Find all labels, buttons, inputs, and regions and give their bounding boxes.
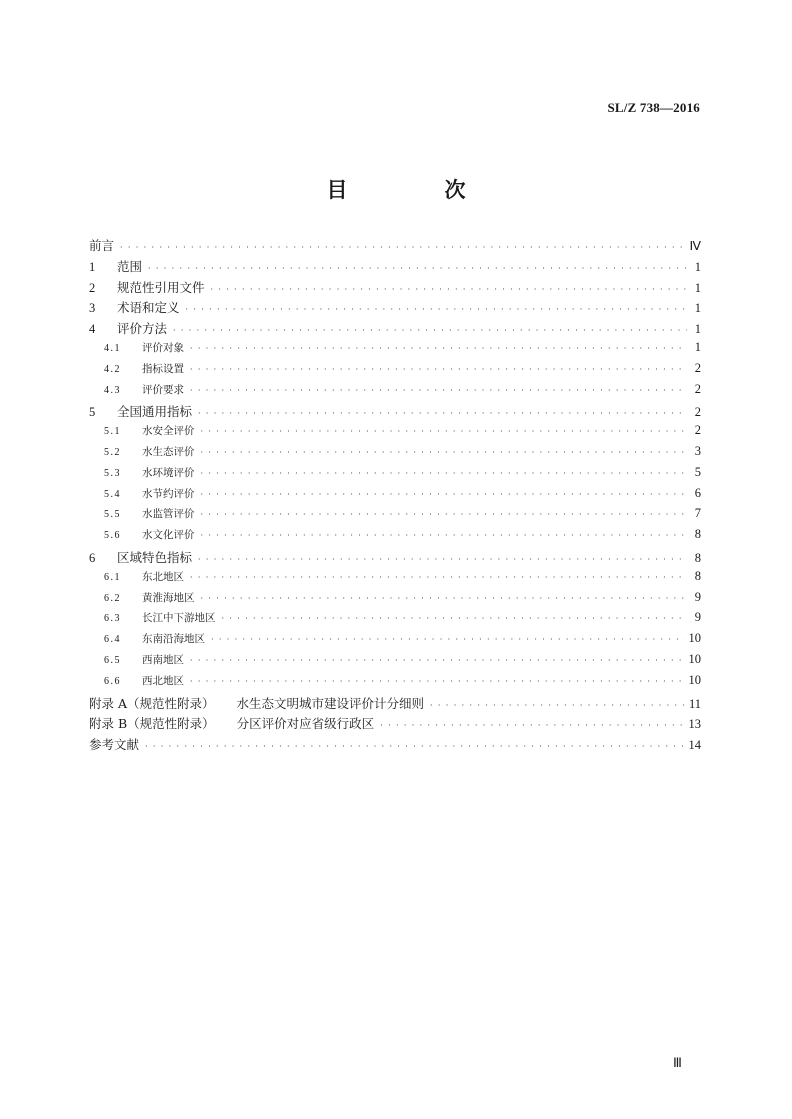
toc-page-number: 1 <box>694 301 701 316</box>
toc-entry[interactable] <box>89 694 701 715</box>
toc-entry[interactable] <box>89 527 701 548</box>
toc-leader-dots <box>430 701 685 710</box>
toc-section-number: 4.1 <box>104 342 121 354</box>
toc-section-number: 5.4 <box>104 488 121 500</box>
toc-leader-dots <box>201 448 688 457</box>
toc-leader-dots <box>190 344 687 353</box>
toc-page-number: 10 <box>688 672 701 687</box>
toc-page-number: 2 <box>694 360 701 375</box>
toc-entry[interactable] <box>89 631 701 652</box>
toc-section-number: 5.1 <box>104 426 121 438</box>
toc-appendix-prefix: 附录 A（规范性附录） <box>89 695 215 711</box>
toc-entry-title: 术语和定义 <box>117 300 180 316</box>
toc-entry-title: 水节约评价 <box>142 487 195 500</box>
toc-page-number: 7 <box>694 506 701 521</box>
toc-entry[interactable] <box>89 673 701 694</box>
toc-leader-dots <box>201 594 688 603</box>
toc-page-number: 2 <box>694 405 701 420</box>
toc-entry[interactable] <box>89 548 701 569</box>
toc-leader-dots <box>222 614 688 623</box>
toc-leader-dots <box>120 243 685 252</box>
toc-entry-title: 评价要求 <box>142 383 184 396</box>
toc-entry-title: 水环境评价 <box>142 466 195 479</box>
toc-section-number: 6.4 <box>104 634 121 646</box>
toc-entry-title: 分区评价对应省级行政区 <box>236 716 375 732</box>
toc-section-number: 5 <box>89 405 96 420</box>
toc-page-number: 10 <box>688 651 701 666</box>
page-number: Ⅲ <box>673 1055 682 1070</box>
toc-entry[interactable] <box>89 444 701 465</box>
toc-section-number: 5.2 <box>104 446 121 458</box>
toc-entry-title: 水监管评价 <box>142 508 195 521</box>
toc-section-number: 5.5 <box>104 509 121 521</box>
toc-page-number: 5 <box>694 464 701 479</box>
toc-entry-title: 东北地区 <box>142 570 184 583</box>
toc-leader-dots <box>145 742 684 751</box>
toc-entry[interactable] <box>89 278 701 299</box>
toc-entry-title: 水生态评价 <box>142 445 195 458</box>
toc-appendix-prefix: 附录 B（规范性附录） <box>89 716 215 732</box>
toc-entry[interactable] <box>89 714 701 735</box>
toc-leader-dots <box>190 656 685 665</box>
toc-entry-title: 西北地区 <box>142 674 184 687</box>
toc-entry-title: 水生态文明城市建设评价计分细则 <box>236 695 425 711</box>
toc-leader-dots <box>380 721 684 730</box>
toc-entry[interactable] <box>89 257 701 278</box>
toc-page-number: 1 <box>694 322 701 337</box>
toc-page-number: 2 <box>694 381 701 396</box>
toc-leader-dots <box>201 531 688 540</box>
toc-entry-title: 规范性引用文件 <box>117 279 205 295</box>
toc-leader-dots <box>211 635 685 644</box>
toc-page-number: 9 <box>694 610 701 625</box>
toc-entry[interactable] <box>89 423 701 444</box>
toc-entry-title: 指标设置 <box>142 362 184 375</box>
toc-leader-dots <box>190 386 687 395</box>
toc-leader-dots <box>190 573 687 582</box>
toc-entry[interactable] <box>89 382 701 403</box>
toc-entry[interactable] <box>89 735 701 756</box>
toc-entry-title: 东南沿海地区 <box>142 633 205 646</box>
toc-page-number: 14 <box>688 738 701 753</box>
toc-entry-title: 水安全评价 <box>142 425 195 438</box>
toc-section-number: 6.2 <box>104 592 121 604</box>
toc-section-number: 1 <box>89 259 96 274</box>
toc-page-number: 1 <box>694 339 701 354</box>
toc-page-number: Ⅳ <box>689 239 701 253</box>
standard-code: SL/Z 738—2016 <box>607 100 700 115</box>
toc-entry[interactable] <box>89 610 701 631</box>
toc-page-number: 8 <box>694 568 701 583</box>
toc-leader-dots <box>201 510 688 519</box>
toc-page-number: 8 <box>694 527 701 542</box>
toc-entry[interactable] <box>89 652 701 673</box>
toc-leader-dots <box>201 427 688 436</box>
toc-entry[interactable] <box>89 361 701 382</box>
toc-entry-title: 西南地区 <box>142 653 184 666</box>
toc-page-number: 9 <box>694 589 701 604</box>
toc-page-number: 13 <box>688 717 701 732</box>
toc-entry[interactable] <box>89 486 701 507</box>
toc-page-number: 11 <box>688 696 701 711</box>
toc-entry[interactable] <box>89 506 701 527</box>
toc-entry[interactable] <box>89 569 701 590</box>
toc-leader-dots <box>190 677 685 686</box>
toc-entry-title: 水文化评价 <box>142 529 195 542</box>
toc-entry-title: 全国通用指标 <box>117 404 193 420</box>
toc-section-number: 5.6 <box>104 530 121 542</box>
toc-leader-dots <box>173 326 687 335</box>
toc-entry-title: 参考文献 <box>89 737 140 753</box>
toc-page-number: 6 <box>694 485 701 500</box>
table-of-contents <box>89 236 701 756</box>
toc-page-number: 2 <box>694 423 701 438</box>
toc-leader-dots <box>148 264 687 273</box>
toc-section-number: 3 <box>89 301 96 316</box>
toc-page-number: 1 <box>694 259 701 274</box>
toc-section-number: 4 <box>89 322 96 337</box>
toc-leader-dots <box>198 409 687 418</box>
toc-leader-dots <box>198 555 687 564</box>
toc-entry[interactable] <box>89 298 701 319</box>
toc-page-number: 10 <box>688 631 701 646</box>
toc-page-number: 1 <box>694 280 701 295</box>
toc-entry-title: 前言 <box>89 238 115 253</box>
toc-entry-title: 黄淮海地区 <box>142 591 195 604</box>
toc-entry[interactable] <box>89 319 701 340</box>
toc-section-number: 6 <box>89 550 96 565</box>
toc-leader-dots <box>190 365 687 374</box>
toc-page-number: 8 <box>694 550 701 565</box>
toc-entry[interactable] <box>89 590 701 611</box>
toc-entry[interactable] <box>89 465 701 486</box>
toc-section-number: 2 <box>89 280 96 295</box>
toc-entry[interactable] <box>89 402 701 423</box>
toc-section-number: 6.1 <box>104 571 121 583</box>
toc-section-number: 6.6 <box>104 675 121 687</box>
toc-section-number: 5.3 <box>104 467 121 479</box>
toc-page-number: 3 <box>694 443 701 458</box>
toc-leader-dots <box>211 285 687 294</box>
toc-section-number: 6.3 <box>104 613 121 625</box>
toc-entry[interactable] <box>89 340 701 361</box>
toc-entry-title: 区域特色指标 <box>117 549 193 565</box>
toc-entry-title: 长江中下游地区 <box>142 612 216 625</box>
toc-leader-dots <box>201 469 688 478</box>
toc-leader-dots <box>186 305 687 314</box>
page-title: 目 次 <box>326 178 504 202</box>
toc-section-number: 4.2 <box>104 363 121 375</box>
toc-section-number: 6.5 <box>104 654 121 666</box>
toc-entry-title: 评价方法 <box>117 321 168 337</box>
toc-entry-title: 范围 <box>117 258 143 274</box>
toc-entry[interactable] <box>89 236 701 257</box>
toc-leader-dots <box>201 490 688 499</box>
toc-section-number: 4.3 <box>104 384 121 396</box>
toc-entry-title: 评价对象 <box>142 341 184 354</box>
